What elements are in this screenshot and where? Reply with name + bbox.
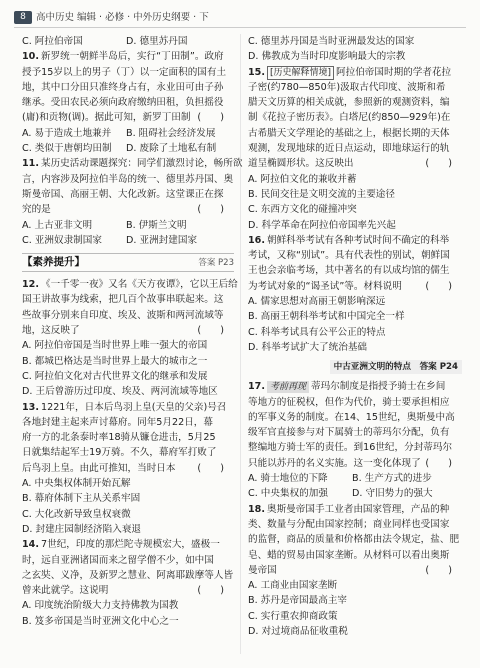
question-number: 16.: [248, 234, 265, 246]
question-number: 15.: [248, 66, 265, 78]
answer-paren: ( ): [197, 112, 224, 124]
question-12: [22, 277, 238, 399]
question-tag: 考前再现: [267, 381, 309, 393]
option: B. 都城巴格达是当时世界上最大的城市之一: [22, 355, 208, 367]
question-text: 古希腊天文学理论的基础之上，根据长期的天体: [248, 127, 450, 139]
option: C. 阿拉伯帝国: [22, 36, 83, 47]
question-text: 的军事义务的制度。在14、15世纪，奥斯曼中高: [248, 411, 455, 423]
option: A. 中央集权体制开始瓦解: [22, 478, 131, 490]
question-17: [248, 379, 462, 501]
question-14: [22, 537, 234, 629]
question-number: 14.: [22, 539, 39, 551]
option: C. 实行重农抑商政策: [248, 610, 338, 622]
option: B. 伊斯兰文明: [126, 219, 187, 231]
question-text: 地，其中口分田只准终身占有，永业田可由子孙: [22, 81, 224, 93]
question-text: 腊天文历算的相关成就，参照新的观测资料，编: [248, 97, 450, 109]
question-number: 11.: [22, 158, 39, 170]
option: A. 工商业由国家垄断: [248, 580, 338, 592]
option: B. 笈多帝国是当时亚洲文化中心之一: [22, 615, 179, 627]
option: A. 儒家思想对高丽王朝影响深远: [248, 296, 386, 308]
question-text: 《一千零一夜》又名《天方夜谭》，它以王后给: [41, 279, 238, 291]
option: B. 阻碍社会经济发展: [126, 127, 216, 139]
option: A. 上古亚非文明: [22, 219, 93, 231]
question-15: [248, 65, 462, 233]
question-text: 王也会亲临考场，其中著名的有以成均馆的儒生: [248, 265, 450, 277]
question-text: 某历史活动课题探究：同学们激烈讨论，畅所欲: [41, 158, 243, 170]
header-rule: [14, 27, 466, 28]
option: B. 幕府体制下主从关系牢固: [22, 493, 141, 505]
header-title: 高中历史 编辑 · 必修 · 中外历史纲要 · 下: [36, 12, 209, 23]
question-text: (庸)和贡物(调)。据此可知，新罗丁田制: [22, 112, 191, 124]
answer-paren: ( ): [425, 457, 452, 469]
option: D. 科举考试扩大了统治基础: [248, 341, 368, 353]
question-number: 18.: [248, 503, 265, 515]
option: B. 生产方式的进步: [352, 473, 432, 485]
question-text: 整编地方骑士军的责任。到16世纪，分封蒂玛尔: [248, 442, 453, 454]
option: B. 民间交往是文明交流的主要途径: [248, 188, 395, 200]
question-16: [248, 233, 462, 355]
question-text: 阿拉伯帝国时期的学者花拉: [336, 66, 452, 78]
option: A. 阿拉伯文化的兼收并蓄: [248, 173, 357, 185]
question-text: 只能以苏丹的名义实施。这一变化体现了: [248, 457, 421, 469]
answer-paren: ( ): [425, 564, 452, 576]
option: C. 类似于唐朝均田制: [22, 143, 112, 155]
question-text: 曼帝国: [248, 564, 277, 576]
question-11: [22, 156, 243, 248]
section-title-text: 中古亚洲文明的特点: [333, 362, 411, 373]
question-text: 子密(约780—850年)汲取古代印度、波斯和希: [248, 81, 446, 93]
question-text: 的监督，商品的质量和价格都由法令规定，盐、肥: [248, 534, 460, 546]
option: D. 对过境商品征收重税: [248, 625, 348, 637]
answer-paren: ( ): [425, 158, 452, 170]
answer-paren: ( ): [197, 325, 224, 337]
question-text: 之玄奘、义净，及新罗之慧业、阿离耶跋摩等人皆: [22, 569, 234, 581]
option: C. 亚洲奴隶制国家: [22, 234, 102, 246]
question-text: 时，远自亚洲诸国而来之留学僧不少，如中国: [22, 554, 214, 566]
section-header: [248, 359, 462, 375]
question-text: 考试，又称“别试”。具有代表性的别试，朝鲜国: [248, 250, 450, 262]
question-number: 10.: [22, 51, 39, 63]
option: B. 苏丹是帝国最高主宰: [248, 595, 348, 607]
option: D. 王后曾游历过印度、埃及、两河流域等地区: [22, 386, 218, 398]
answer-reference: 答案 P23: [198, 258, 234, 269]
answer-reference: 答案 P24: [419, 362, 458, 373]
option: D. 亚洲封建国家: [126, 234, 198, 246]
option: C. 大化改新导致皇权衰微: [22, 508, 131, 520]
question-text: 7世纪，印度的那烂陀寺规模宏大，盛极一: [41, 539, 220, 551]
option: B. 高丽王朝科举考试和中国完全一样: [248, 311, 405, 323]
question-text: 地，这反映了: [22, 325, 80, 337]
option: C. 科举考试具有公平公正的特点: [248, 326, 386, 338]
question-text: 国王讲故事为线索，把几百个故事串联起来。这: [22, 294, 224, 306]
question-text: 1221年，日本后鸟羽上皇(天皇的父亲)号召: [41, 401, 227, 413]
question-text: 为考试对象的“谒圣试”等。材料说明: [248, 280, 402, 292]
page-number: 8: [14, 11, 32, 24]
question-text: 府一方的北条泰时率18骑从镰仓进击，5月25: [22, 432, 216, 444]
question-text: 新罗统一朝鲜半岛后，实行“丁田制”。政府: [41, 51, 224, 63]
option: D. 废除了土地私有制: [126, 143, 217, 155]
question-text: 朝鲜科举考试有各种考试时间不确定的科举: [267, 234, 450, 246]
question-text: 等地方的征税权，但作为代价，骑士要承担相应: [248, 396, 450, 408]
question-text: 继承。受田农民必须向政府缴纳田租，负担摇役: [22, 97, 224, 109]
option: C. 德里苏丹国是当时亚洲最发达的国家: [248, 36, 415, 47]
answer-paren: ( ): [425, 280, 452, 292]
option: D. 守旧势力的强大: [352, 488, 433, 500]
option: D. 佛教成为当时印度影响最大的宗教: [248, 51, 406, 63]
left-column: [22, 34, 243, 629]
option: D. 封建庄园制经济陷入衰退: [22, 523, 142, 535]
section-header: [22, 253, 234, 272]
option: A. 骑士地位的下降: [248, 473, 328, 485]
question-number: 13.: [22, 401, 39, 413]
option: C. 东西方文化的碰撞冲突: [248, 204, 357, 216]
question-text: 奥斯曼帝国手工业者由国家管理，产品的种: [267, 503, 450, 515]
option: A. 印度统治阶级大力支持佛教为国教: [22, 600, 179, 612]
question-13: [22, 400, 234, 538]
question-text: 日就集结起军士19万骑。不久，幕府军打败了: [22, 447, 217, 459]
question-text: 观测，发现地球的近日点运动，即地球运行的轨: [248, 143, 450, 155]
answer-paren: ( ): [197, 204, 224, 216]
options-row: [22, 34, 234, 49]
question-text: 级军官直接参与对下属骑士的蒂玛尔分配，负有: [248, 427, 450, 439]
question-text: 制《花拉子密历表》。白塔尼(约850—929年)在: [248, 112, 451, 124]
column-divider: [240, 34, 241, 654]
option: D. 科学革命在阿拉伯帝国率先兴起: [248, 219, 396, 231]
question-text: 授予15岁以上的男子（丁）以一定面积的国有土: [22, 66, 227, 78]
option: C. 中央集权的加强: [248, 488, 328, 500]
question-text: 曾来此就学。这说明: [22, 585, 109, 597]
option: A. 易于造成土地兼并: [22, 127, 112, 139]
answer-paren: ( ): [197, 462, 224, 474]
question-text: 道呈椭圆形状。这反映出: [248, 158, 354, 170]
question-text: 言，内容涉及阿拉伯半岛的统一、德里苏丹国、奥: [22, 173, 234, 185]
right-column: [248, 34, 462, 639]
section-title: [330, 360, 462, 374]
question-text: 斯曼帝国、高丽王朝、大化改新。这堂课正在探: [22, 188, 224, 200]
question-number: 12.: [22, 279, 39, 291]
question-text: 皂、蜡的贸易由国家垄断。从材料可以看出奥斯: [248, 549, 450, 561]
question-text: 各地封建主起来声讨幕府。同年5月22日，幕: [22, 416, 213, 428]
question-tag: [历史解释情境]: [267, 66, 334, 80]
question-text: 后鸟羽上皇。由此可推知，当时日本: [22, 462, 176, 474]
answer-paren: ( ): [197, 585, 224, 597]
option: C. 阿拉伯文化对古代世界文化的继承和发展: [22, 370, 208, 382]
question-10: [22, 49, 234, 156]
question-text: 类、数量与分配由国家控制；商业同样也受国家: [248, 518, 450, 530]
question-text: 些故事分别来自印度、埃及、波斯和两河流域等: [22, 309, 224, 321]
option: D. 德里苏丹国: [126, 36, 188, 47]
question-text: 蒂玛尔制度是指授予骑士在乡间: [311, 381, 446, 393]
section-title: 【素养提升】: [22, 256, 85, 269]
option: A. 阿拉伯帝国是当时世界上唯一强大的帝国: [22, 340, 208, 352]
question-18: [248, 502, 462, 640]
question-text: 究的是: [22, 204, 51, 216]
question-number: 17.: [248, 381, 265, 393]
page-header: [0, 0, 480, 30]
